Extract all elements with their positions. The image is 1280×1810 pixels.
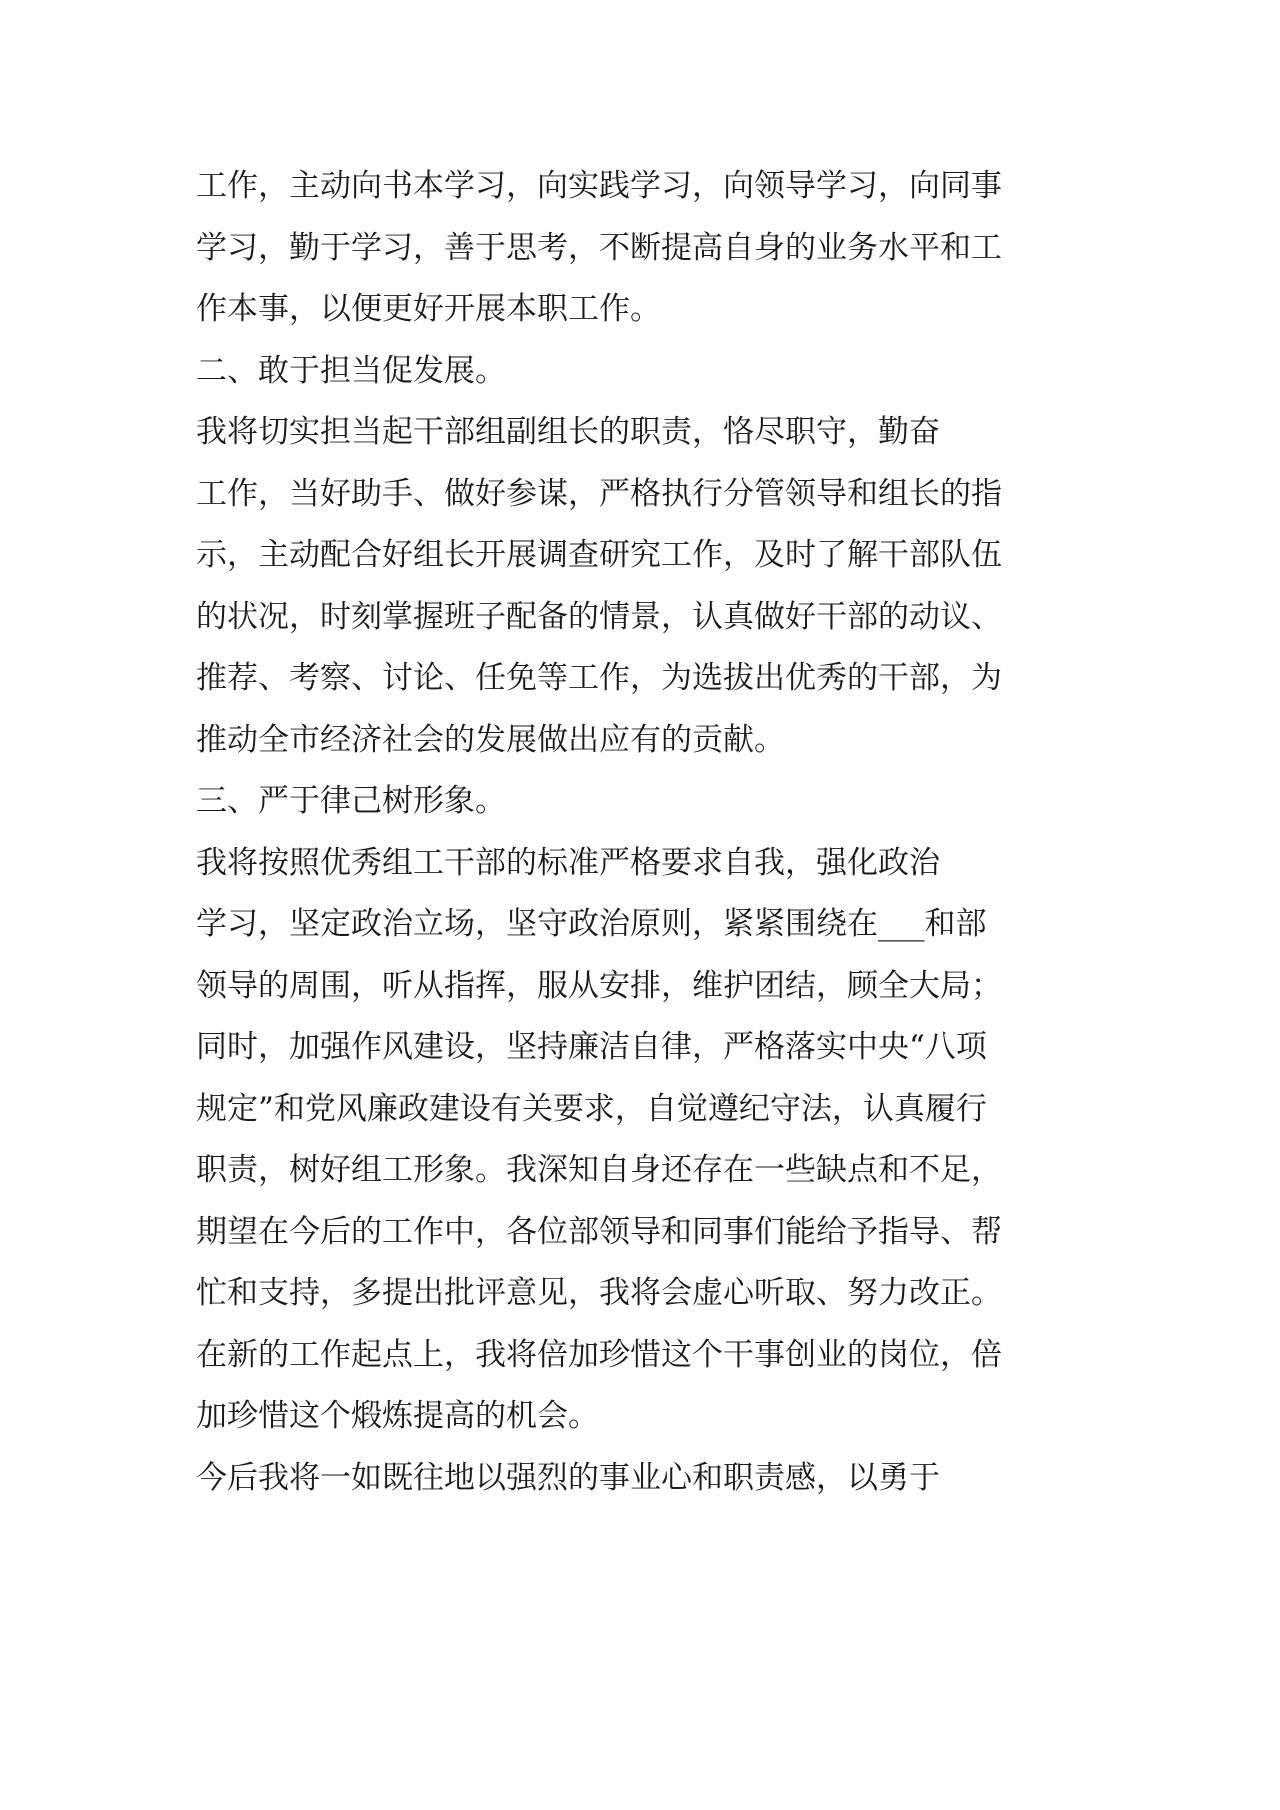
text-line: 作本事，以便更好开展本职工作。: [196, 291, 661, 327]
text-line: 职责，树好组工形象。我深知自身还存在一些缺点和不足，: [196, 1152, 1002, 1188]
text-line: 推荐、考察、讨论、任免等工作，为选拔出优秀的干部，为: [196, 660, 1002, 696]
text-line: 领导的周围，听从指挥，服从安排，维护团结，顾全大局；: [196, 967, 1002, 1004]
text-line: 我将按照优秀组工干部的标准严格要求自我，强化政治: [196, 844, 940, 881]
document-body: [196, 156, 1096, 1509]
text-line: 同时，加强作风建设，坚持廉洁自律，严格落实中央“八项: [196, 1029, 987, 1065]
text-line: 工作，主动向书本学习，向实践学习，向领导学习，向同事: [196, 168, 1002, 204]
section-heading-2: 二、敢于担当促发展。: [196, 352, 506, 389]
text-line: 的状况，时刻掌握班子配备的情景，认真做好干部的动议、: [196, 598, 1002, 635]
text-line: 我将切实担当起干部组副组长的职责，恪尽职守，勤奋: [196, 414, 940, 450]
text-line: 加珍惜这个煅炼提高的机会。: [196, 1398, 599, 1434]
text-line: 在新的工作起点上，我将倍加珍惜这个干事创业的岗位，倍: [196, 1336, 1002, 1373]
text-line: 学习，勤于学习，善于思考，不断提高自身的业务水平和工: [196, 229, 1002, 266]
text-line: 期望在今后的工作中，各位部领导和同事们能给予指导、帮: [196, 1213, 1002, 1250]
text-line: 忙和支持，多提出批评意见，我将会虚心听取、努力改正。: [196, 1275, 1002, 1311]
text-line: 推动全市经济社会的发展做出应有的贡献。: [196, 721, 785, 758]
text-line: 示，主动配合好组长开展调查研究工作，及时了解干部队伍: [196, 537, 1002, 573]
text-line: 规定”和党风廉政建设有关要求，自觉遵纪守法，认真履行: [196, 1090, 987, 1127]
text-line: 工作，当好助手、做好参谋，严格执行分管领导和组长的指: [196, 475, 1002, 512]
text-line: 学习，坚定政治立场，坚守政治原则，紧紧围绕在___和部: [196, 906, 987, 942]
section-heading-3: 三、严于律己树形象。: [196, 783, 506, 819]
text-line: 今后我将一如既往地以强烈的事业心和职责感，以勇于: [196, 1459, 940, 1496]
